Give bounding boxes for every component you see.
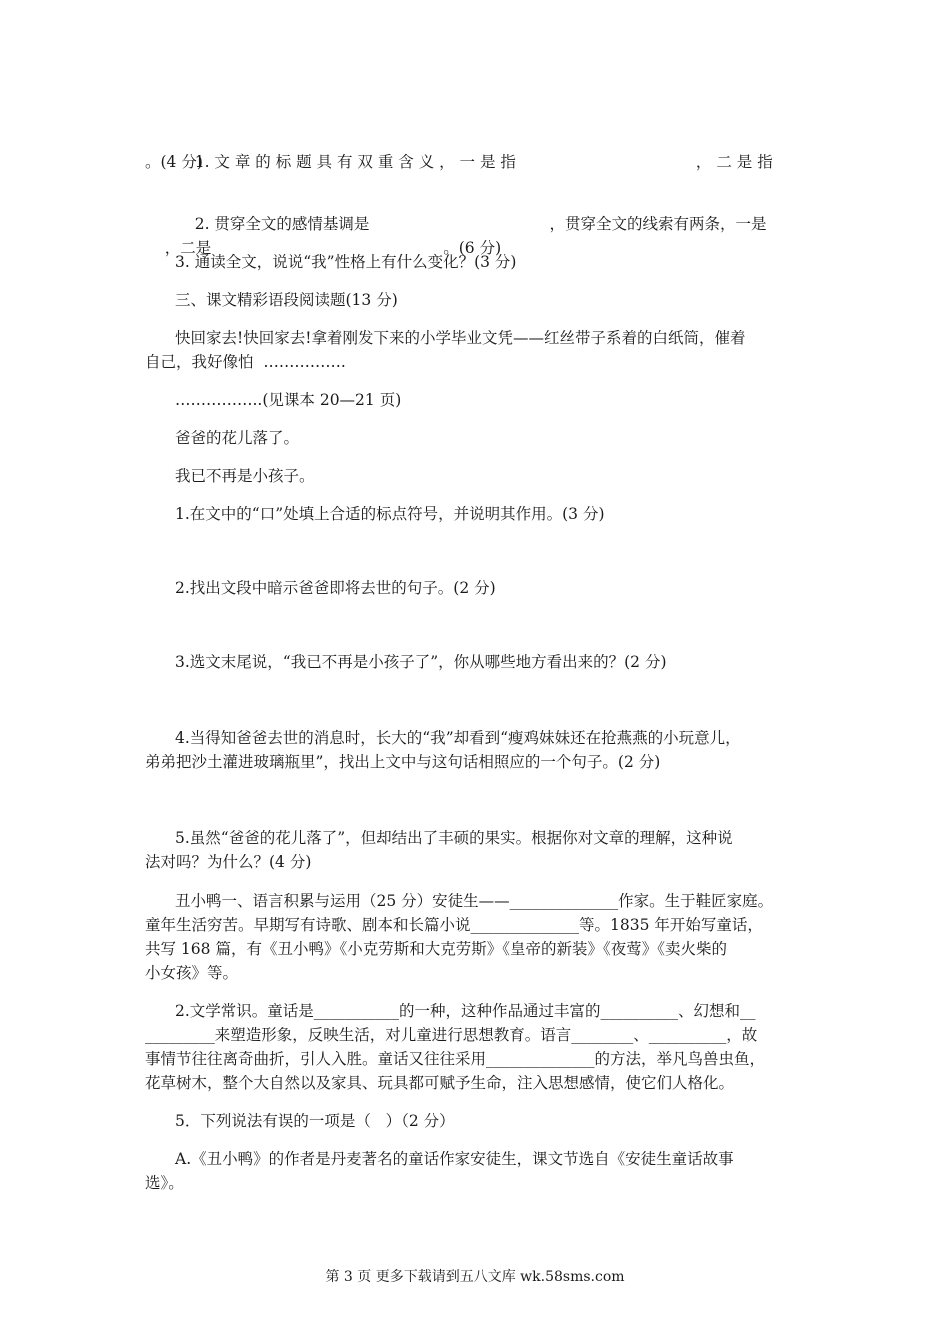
page-footer: 第 3 页 更多下载请到五八文库 wk.58sms.com [325, 1269, 625, 1285]
section-3-heading: 三、课文精彩语段阅读题(13 分) [175, 291, 398, 309]
fairy-tale-line-1: 2.文学常识。童话是___________的一种，这种作品通过丰富的__________、幻想和__ [175, 1002, 756, 1020]
passage-line-3: 爸爸的花儿落了。 [175, 429, 300, 447]
fairy-tale-line-2: _________来塑造形象，反映生活，对儿童进行思想教育。语言________、__________，故 [145, 1026, 758, 1044]
question-5-choice: 5．下列说法有误的一项是（ ）（2 分） [175, 1112, 455, 1130]
question-2-line-1: 2. 贯穿全文的感情基调是 ，贯穿全文的线索有两条，一是 [194, 215, 767, 233]
andersen-line-2: 童年生活穷苦。早期写有诗歌、剧本和长篇小说______________等。1835 年开始写童话， [145, 916, 763, 934]
andersen-line-4: 小女孩》等。 [145, 964, 239, 982]
andersen-line-3: 共写 168 篇，有《丑小鸭》《小克劳斯和大克劳斯》《皇帝的新装》《夜莺》《卖火柴的 [145, 940, 727, 958]
option-a-line-2: 选》。 [145, 1174, 184, 1192]
passage-line-1: 快回家去!快回家去!拿着刚发下来的小学毕业文凭——红丝带子系着的白纸筒，催着 [175, 329, 746, 347]
option-a-line-1: A.《丑小鸭》的作者是丹麦著名的童话作家安徒生，课文节选自《安徒生童话故事 [175, 1150, 734, 1168]
question-1-part-a: 1. 文 章 的 标 题 具 有 双 重 含 义 ， 一 是 指 [194, 153, 516, 171]
question-1-score: 。(4 分) [145, 153, 203, 171]
question-2-line-2: ，二是 。(6 分) [164, 239, 502, 257]
passage-line-2: 自己，我好像怕 ……………. [145, 353, 346, 371]
reading-question-4-line-2: 弟弟把沙土灌进玻璃瓶里”，找出上文中与这句话相照应的一个句子。(2 分) [145, 753, 661, 771]
reading-question-3: 3.选文末尾说，“我已不再是小孩子了”，你从哪些地方看出来的？(2 分) [175, 653, 667, 671]
question-1-part-b: ， 二 是 指 [695, 153, 773, 171]
fairy-tale-line-3: 事情节往往离奇曲折，引人入胜。童话又往往采用______________的方法，举凡鸟兽虫鱼， [145, 1050, 766, 1068]
reading-question-5-line-2: 法对吗？为什么？(4 分) [145, 853, 312, 871]
passage-line-4: 我已不再是小孩子。 [175, 467, 315, 485]
andersen-line-1: 丑小鸭一、语言积累与运用（25 分）安徒生——______________作家。生于鞋匠家庭。 [175, 892, 774, 910]
reading-question-4-line-1: 4.当得知爸爸去世的消息时，长大的“我”却看到“瘦鸡妹妹还在抢燕燕的小玩意儿， [175, 729, 741, 747]
reading-question-1: 1.在文中的“口”处填上合适的标点符号，并说明其作用。(3 分) [175, 505, 605, 523]
passage-reference: ……………..(见课本 20—21 页) [175, 391, 402, 409]
reading-question-2: 2.找出文段中暗示爸爸即将去世的句子。(2 分) [175, 579, 496, 597]
question-3: 3. 通读全文，说说“我”性格上有什么变化？(3 分) [175, 253, 517, 271]
reading-question-5-line-1: 5.虽然“爸爸的花儿落了”，但却结出了丰硕的果实。根据你对文章的理解，这种说 [175, 829, 733, 847]
fairy-tale-line-4: 花草树木，整个大自然以及家具、玩具都可赋予生命，注入思想感情，使它们人格化。 [145, 1074, 735, 1092]
